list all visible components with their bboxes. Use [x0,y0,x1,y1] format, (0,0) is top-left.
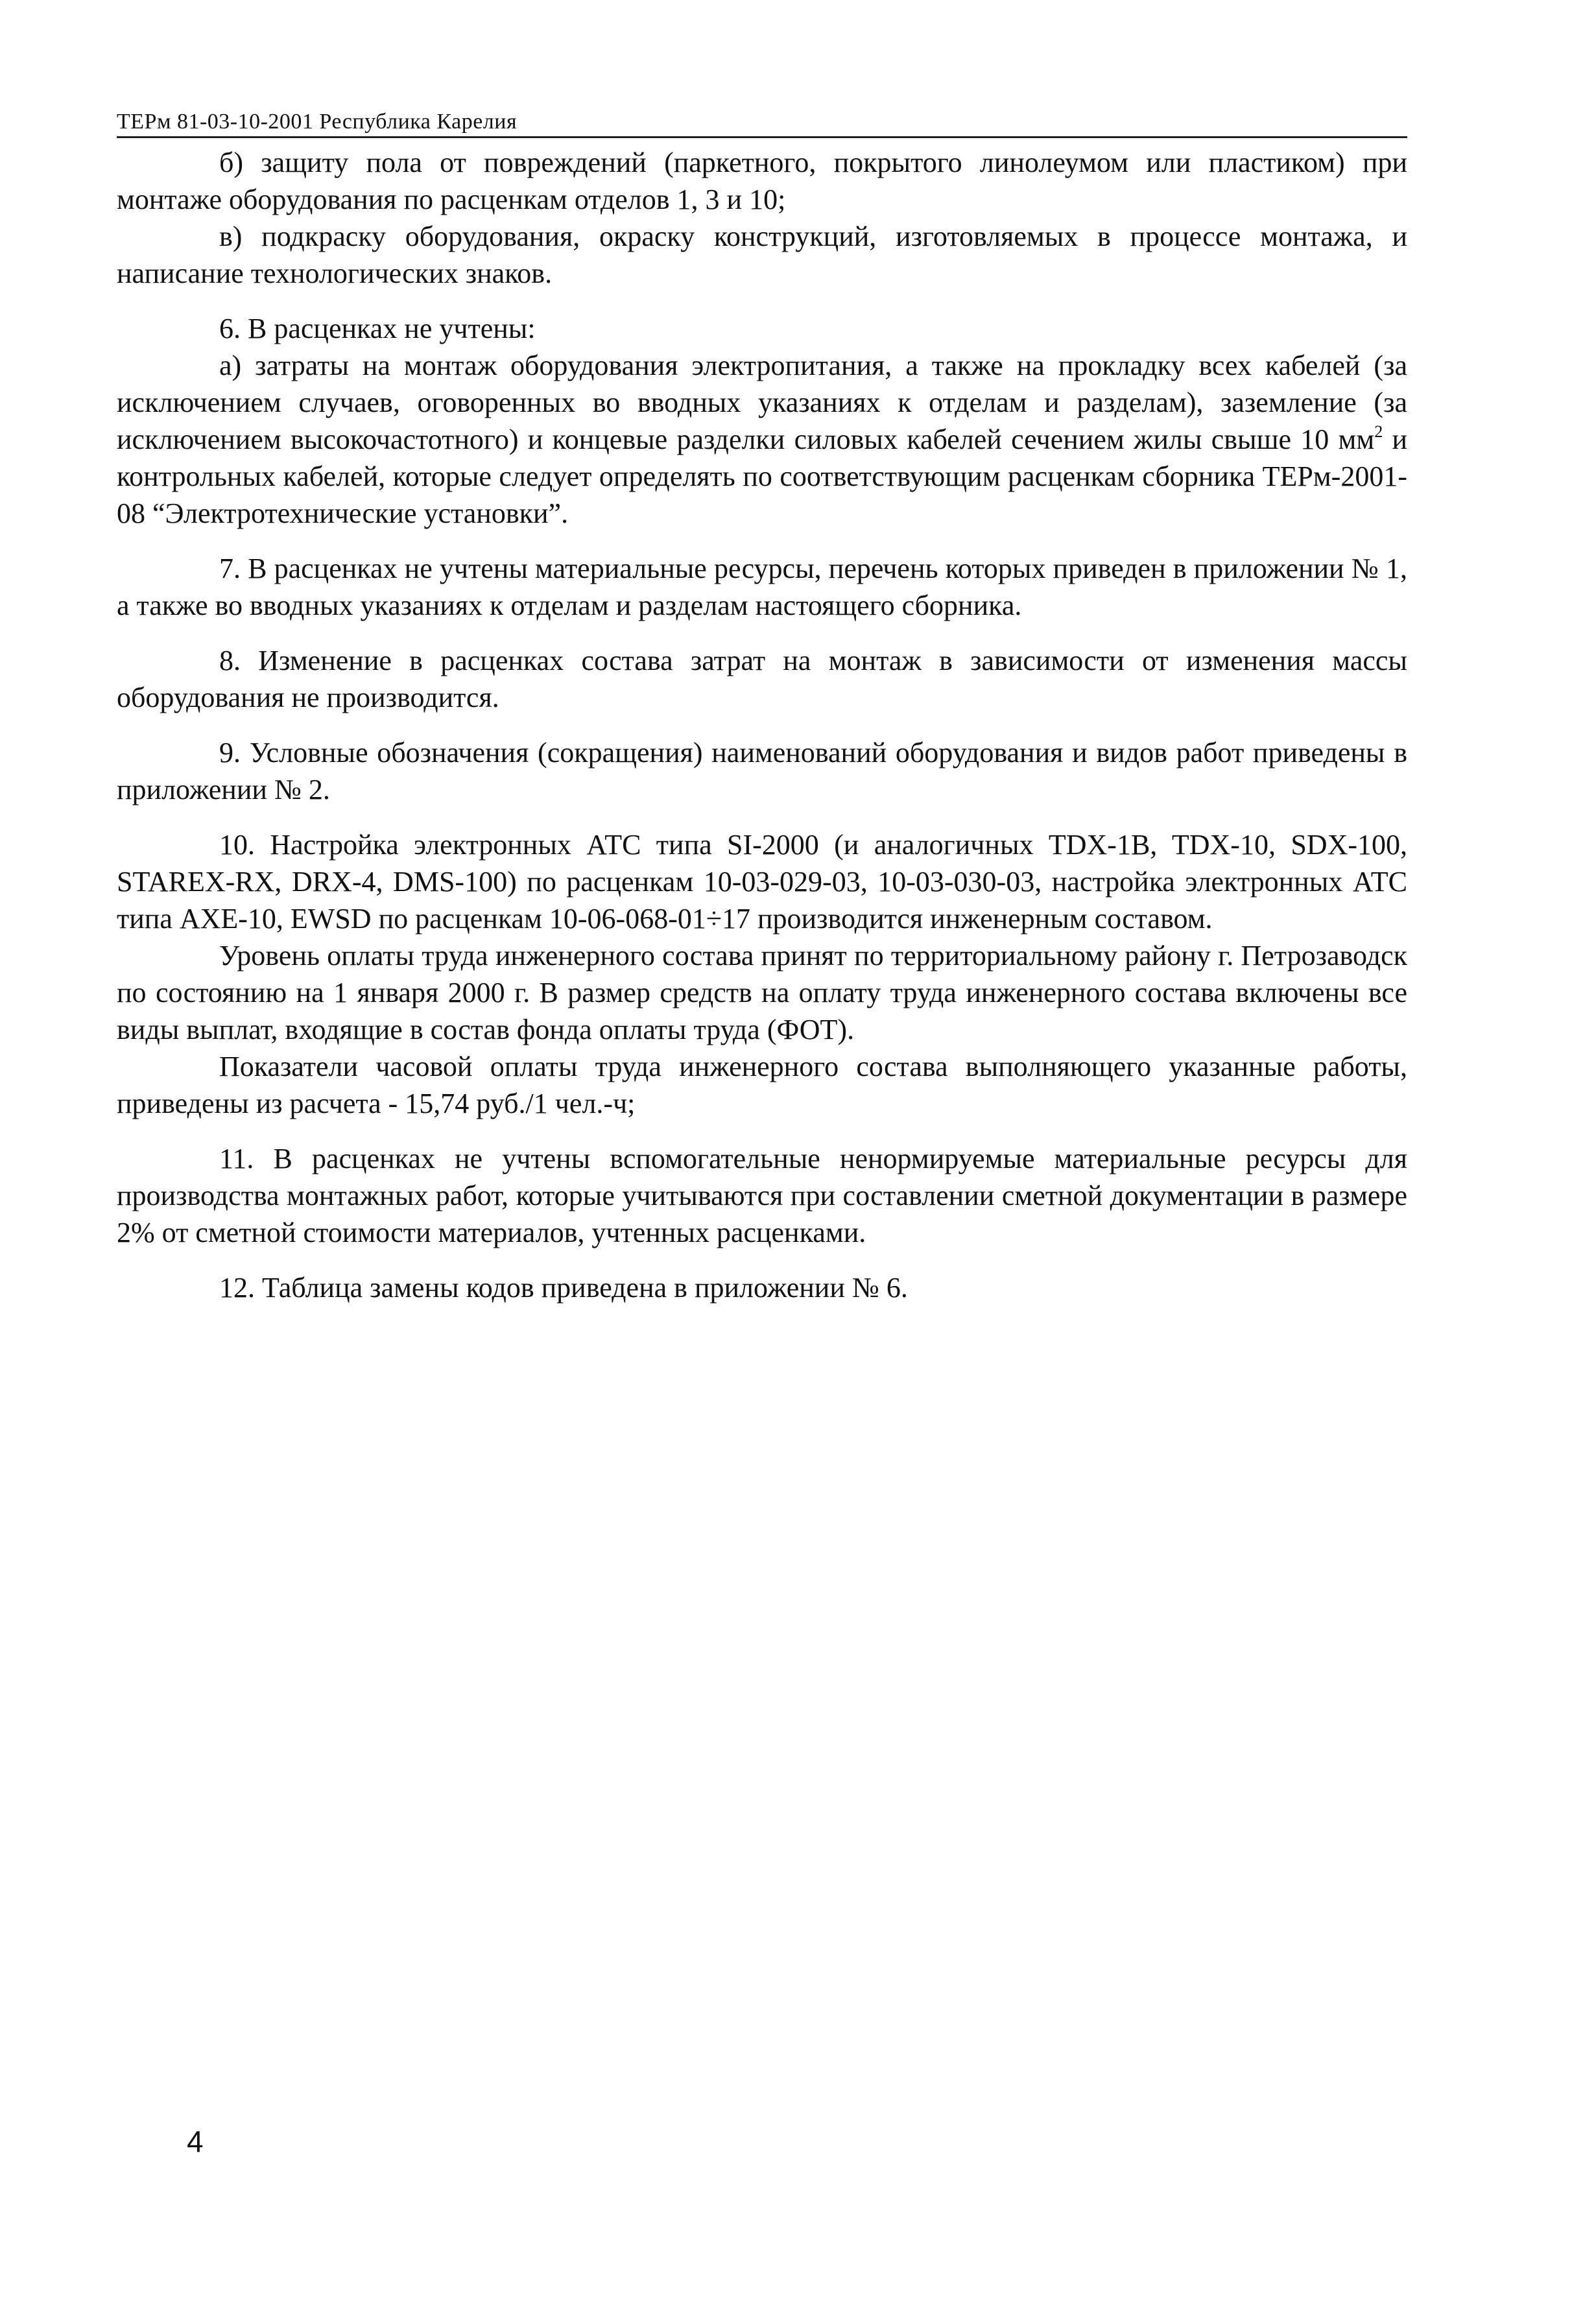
paragraph-6a [117,347,1407,532]
paragraph-8: 8. Изменение в расценках состава затрат на монтаж в зависимости от изменения массы оборудования не производится. [117,645,1407,713]
paragraph-6a-text-start: а) затраты на монтаж оборудования электропитания, а также на прокладку всех кабелей (за исключением случаев, оговоренных во вводных указаниях к отделам и разделам), заземление (за исключением высокочастотного) и концевые разделки силовых кабелей сечением жилы свыше 10 мм [117,350,1407,455]
document-body [117,144,1407,1306]
paragraph-10: 10. Настройка электронных АТС типа SI-2000 (и аналогичных TDX-1B, TDX-10, SDX-100, STAREX-RX, DRX-4, DMS-100) по расценкам 10-03-029-03, 10-03-030-03, настройка электронных АТС типа AXE-10, EWSD по расценкам 10-06-068-01÷17 производится инженерным составом. [117,829,1407,935]
page-number: 4 [187,2125,204,2158]
paragraph-5v: в) подкраску оборудования, окраску конструкций, изготовляемых в процессе монтажа, и написание технологических знаков. [117,220,1407,289]
running-header: ТЕРм 81-03-10-2001 Республика Карелия [117,110,518,134]
paragraph-6a-text-end: и контрольных кабелей, которые следует определять по соответствующим расценкам сборника ТЕРм-2001-08 “Электротехнические установки”. [117,423,1407,529]
paragraph-10-hourly-rate: Показатели часовой оплаты труда инженерного состава выполняющего указанные работы, приведены из расчета - 15,74 руб./1 чел.-ч; [117,1051,1407,1119]
paragraph-5b: б) защиту пола от повреждений (паркетного, покрытого линолеумом или пластиком) при монтаже оборудования по расценкам отделов 1, 3 и 10; [117,147,1407,215]
paragraph-10-pay-level: Уровень оплаты труда инженерного состава принят по территориальному району г. Петрозаводск по состоянию на 1 января 2000 г. В размер средств на оплату труда инженерного состава включены все виды выплат, входящие в состав фонда оплаты труда (ФОТ). [117,940,1407,1045]
superscript-square: 2 [1374,422,1383,441]
paragraph-6-heading: 6. В расценках не учтены: [219,313,536,344]
paragraph-12: 12. Таблица замены кодов приведена в приложении № 6. [219,1272,908,1304]
paragraph-11: 11. В расценках не учтены вспомогательные ненормируемые материальные ресурсы для производства монтажных работ, которые учитываются при составлении сметной документации в размере 2% от сметной стоимости материалов, учтенных расценками. [117,1143,1407,1248]
header-divider [117,136,1407,138]
paragraph-9: 9. Условные обозначения (сокращения) наименований оборудования и видов работ приведены в приложении № 2. [117,737,1407,805]
paragraph-7: 7. В расценках не учтены материальные ресурсы, перечень которых приведен в приложении № 1, а также во вводных указаниях к отделам и разделам настоящего сборника. [117,553,1407,621]
